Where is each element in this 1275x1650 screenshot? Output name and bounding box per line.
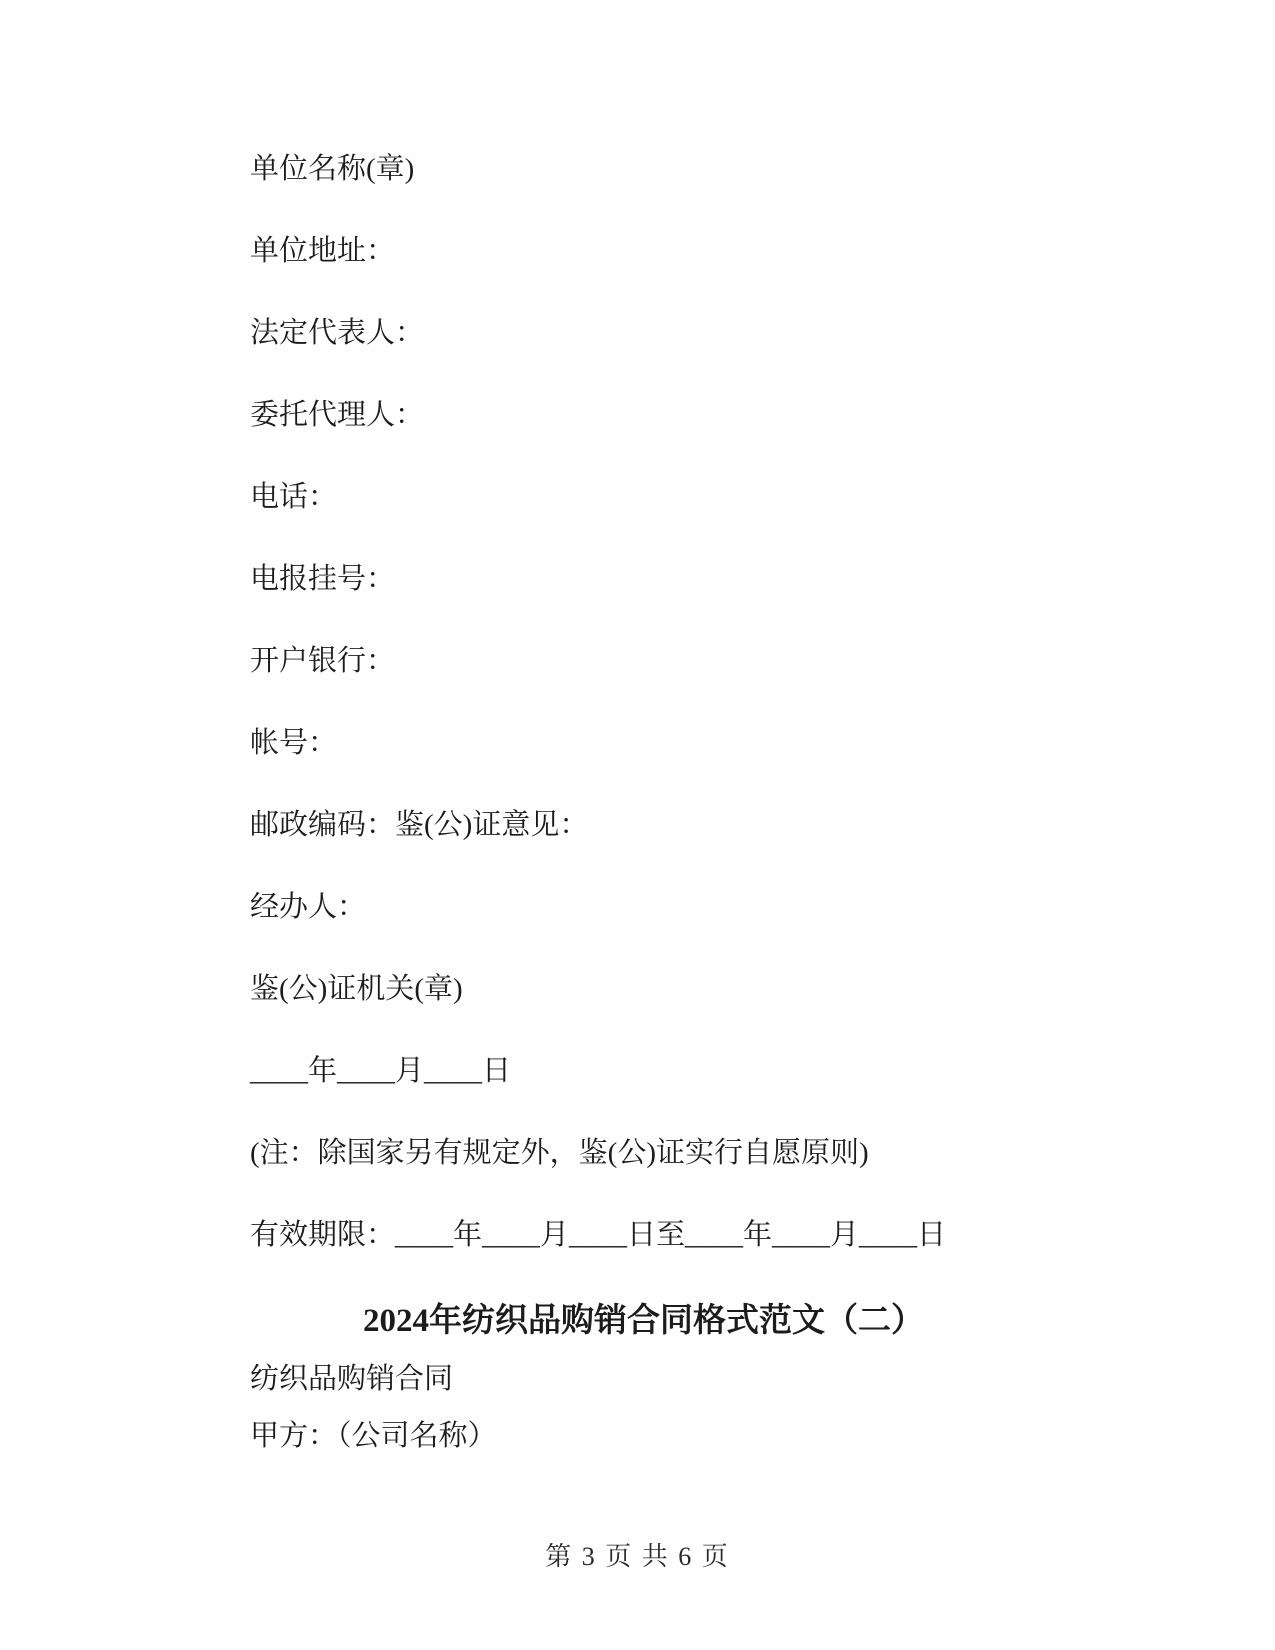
- line-validity-period: 有效期限：____年____月____日至____年____月____日: [250, 1219, 947, 1251]
- line-account-number: 帐号：: [250, 727, 338, 759]
- line-postal-code-notarization-opinion: 邮政编码：鉴(公)证意见：: [250, 809, 589, 841]
- line-legal-representative: 法定代表人：: [250, 317, 425, 349]
- line-notarization-authority-seal: 鉴(公)证机关(章): [250, 973, 463, 1005]
- line-entrusted-agent: 委托代理人：: [250, 399, 425, 431]
- line-party-a: 甲方：（公司名称）: [250, 1420, 497, 1452]
- line-bank: 开户银行：: [250, 645, 396, 677]
- line-contract-title: 纺织品购销合同: [250, 1363, 454, 1395]
- document-body: [250, 153, 1037, 1477]
- line-telegraph-registration: 电报挂号：: [250, 563, 396, 595]
- line-note-voluntary-principle: (注：除国家另有规定外，鉴(公)证实行自愿原则): [250, 1137, 869, 1169]
- line-handler: 经办人：: [250, 891, 367, 923]
- page-footer: 第 3 页 共 6 页: [545, 1542, 730, 1571]
- line-date-blanks: ____年____月____日: [250, 1055, 512, 1087]
- line-unit-name-seal: 单位名称(章): [250, 153, 415, 185]
- section-heading: 2024年纺织品购销合同格式范文（二）: [363, 1303, 924, 1339]
- line-unit-address: 单位地址：: [250, 235, 396, 267]
- line-phone: 电话：: [250, 481, 338, 513]
